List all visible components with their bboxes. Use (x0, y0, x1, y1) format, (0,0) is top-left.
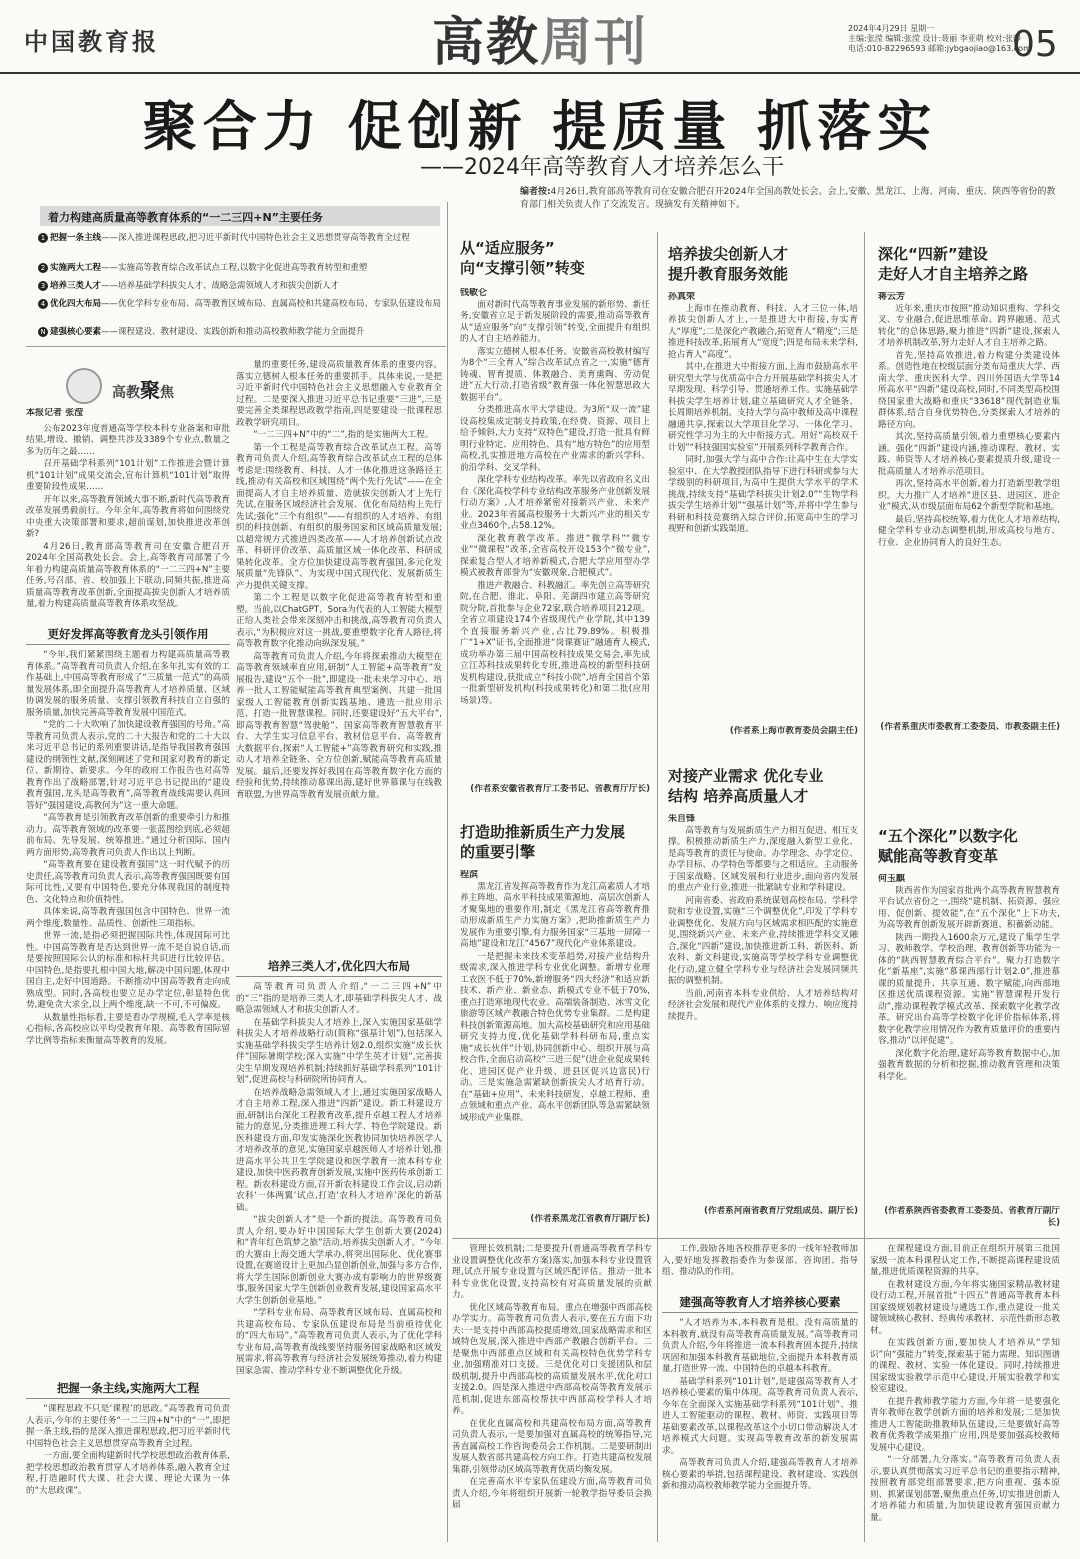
focus-logo (112, 374, 174, 403)
focus-logo-c: 焦 (160, 385, 174, 401)
paragraph: 召开基础学科系列“101计划”工作推进会暨计算机“101计划”成果交流会,宣布计算机“101计划”取得重要阶段性成果…… (26, 459, 230, 492)
section-heading: 更好发挥高等教育龙头引领作用 (26, 626, 230, 645)
key-task-item (38, 280, 448, 292)
paragraph: 高等教育司负责人介绍,建强高等教育人才培养核心要素的举措,包括课程建设、教材建设、实践创新和推动高校教师教学能力全面提升等。 (662, 1458, 858, 1491)
issue-contact: 电话:010-82296593 邮箱:jybgaojiao@163.com (848, 44, 1031, 53)
paragraph: “学科专业布局、高等教育区域布局、直属高校和共建高校布局、专家队伍建设布局是当前亟待优化的“四大布局”。”高等教育司负责人表示,为了优化学科专业布局,高等教育战线要坚持服务国家战略和区域发展需求,将高等教育与经济社会发展统筹推动,着力构建国家急需、推动学科专业不断调整优化升级。 (236, 1308, 442, 1376)
article-author: 何玉麒 (878, 874, 906, 884)
paragraph: 高等教育与发展新质生产力相互促进、相互支撑。积极推动新质生产力,深度融入新型工业化、是高等教育的责任与使命。办学理念、办学定位、办学目标、办学特色等都要与之相适应。主动服务于国家战略、区域发展和行业进步,面向省内发展的重点产业行业,推进一批紧缺专业和学科建设。 (668, 825, 858, 893)
article-title (668, 244, 858, 284)
article-signature: (作者系重庆市委教育工委委员、市教委副主任) (880, 722, 1060, 732)
article-author: 孙真荣 (668, 292, 696, 302)
paragraph: 一是把握未来技术变革趋势,对接产业结构升级需求,深入推进学科专业优化调整。新增专业理工农医不低于70%,新增服务“四大经济”和适应新技术、新产业、新业态、新模式专业不低于70%,重点打造寒地现代农业、高端装备制造、冰雪文化旅游等区域产教融合特色优势专业集群。二是构建科技创新策源高地。加大高校基础研究和应用基础研究支持力度,优化基础学科科研布局,重点实施“成长伙伴”计划,协同创新中心、组织开展与高校合作,全面启动高校“三进三促”(进企业促成果转化、进园区促产业升级、进县区促兴边富民)行动。三是实施急需紧缺创新拔尖人才培育行动。在“基础+应用”、未来科技研发、卓越工程师、重点领域和重点产业、高水平创新团队等急需紧缺领域形成产业集群。 (460, 951, 650, 1123)
paragraph: 在课程建设方面,目前正在组织开展第三批国家级一流本科课程认定工作,不断提高课程建设质量,推进优质课程资源的共享。 (870, 1244, 1060, 1277)
page-number: 05 (1012, 24, 1058, 65)
article-body (460, 288, 650, 804)
article-body (236, 360, 442, 950)
key-task-item (38, 262, 448, 274)
focus-logo-icon (66, 368, 102, 404)
sub-headline: ——2024年高等教育人才培养怎么干 (420, 155, 784, 180)
paragraph: 优化区域高等教育布局。重点在增强中西部高校办学实力。高等教育司负责人表示,要在五方面下功夫:一是支持中西部高校提质增效,国家战略需求和区域特色发展,深入推进中西部产教融合创新平台。二是聚焦中西部重点区域和有关高校特色优势学科专业,加强精准对口支援。三是优化对口支援团队和层级机制,提升中西部高校的高质量发展水平,优化对口支援2.0。四是深入推进中西部高校高等教育发展示范机制,促进东部高校帮扶中西部高校学科人才培养。 (452, 1302, 652, 1416)
article-title-line: 深化“四新”建设 (878, 245, 988, 263)
paragraph: 其次,坚持高质量引领,着力重塑核心要素内涵。强化“四新”建设内涵,推动课程、教材、实践、师资等人才培养核心要素提质升级,建设一批高质量人才培养示范项目。 (878, 432, 1060, 477)
paragraph: 4月26日,教育部高等教育司在安徽合肥召开2024年全国高教处长会。会上,高等教育司部署了今年着力构建高质量高等教育体系的“一二三四+N”主要任务,号召部、省、校加强上下联动,同频共振,推进高质量高等教育改革创新,全面提高拔尖创新人才培养质量,着力构建高质量高等教育体系攻坚战。 (26, 541, 230, 609)
article-body (870, 1244, 1060, 1544)
section-divider (452, 1238, 1060, 1239)
article-title-line: 打造助推新质生产力发展 (460, 823, 626, 841)
section-heading: 把握一条主线,实施两大工程 (26, 1380, 230, 1399)
key-task-name: 建强核心要素 (50, 327, 102, 337)
article-body (236, 982, 442, 1544)
key-task-desc: ——优化学科专业布局、高等教育区域布局、直属高校和共建高校布局、专家队伍建设布局 (101, 299, 442, 309)
column-divider (864, 232, 865, 1542)
paragraph: 量的重要任务,建设高质量教育体系的重要内容。落实立德树人根本任务的重要抓手。具体来说,一是把习近平新时代中国特色社会主义思想融入专业教育全过程。二是要深入推进习近平总书记重要“三进”,三是要完善全类课程思政教学指南,四是要建设一批课程思政教学研究项目。 (236, 360, 442, 428)
paragraph: 在优化直属高校和共建高校布局方面,高等教育司负责人表示,一是要加强对直属高校的统筹指导,完善直属高校工作咨询委员会工作机制。二是要研制出发展人数省部共建高校方向工作。打造共建高校发展集群,引领带动区域高等教育优质均衡发展。 (452, 1418, 652, 1475)
paragraph: 在教材建设方面,今年将实施国家精品教材建设行动工程,开展首批“十四五”普通高等教育本科国家级规划教材建设与遴选工作,重点建设一批关键领域核心教材、经典传承教材、示范性新形态教材。 (870, 1279, 1060, 1336)
paragraph: 在完善高水平专家队伍建设方面,高等教育司负责人介绍,今年将组织开展新一轮教学指导委员会换届 (452, 1477, 652, 1510)
paragraph: 从数量性指标看,主要是看办学规模,毛入学率是核心指标,各高校应以平均受教育年限、高等教育国际留学比例等指标来衡量高等教育的发展。 (26, 1012, 230, 1046)
article-author: 程滨 (460, 870, 479, 880)
key-task-name: 实施两大工程 (50, 263, 102, 273)
article-body (452, 1244, 652, 1544)
paragraph: “高等教育要在建设教育强国”这一时代赋予的历史责任,高等教育司负责人表示,高等教育强国既要有国际可比性,又要有中国特色,要充分体现我国的制度特色、文化特点和价值特性。 (26, 860, 230, 905)
article-signature-block (460, 1214, 650, 1234)
article-title (460, 238, 650, 278)
paragraph: 在基础学科拔尖人才培养上,深入实施国家基础学科拔尖人才培养战略行动(简称“强基计划”),包括深入实施基础学科拔尖学生培养计划2.0,组织实施“成长伙伴”国际暑期学校;深入实施“中学生英才计划”,完善拔尖生早期发现培养机制;持续抓好基础学科系列“101计划”,促进高校与科研院所协同育人。 (236, 1017, 442, 1085)
paragraph: 分类推进高水平大学建设。为3所“双一流”建设高校集成定制支持政策,在经费、资源、项目上给予倾斜,大力支持“双特色”建设,打造一批具有鲜明行业特定、应用特色、具有“地方特色”的应用型高校,扎实推进地方高校在产业需求的新兴学科、前沿学科、交叉学科。 (460, 405, 650, 473)
section-title-accent: 周刊 (540, 13, 649, 73)
key-task-number: 1 (38, 233, 48, 243)
article-author: 钱敏仑 (460, 288, 488, 298)
editor-note (520, 186, 1060, 212)
article-signature: (作者系陕西省委教育工委委员、省教育厅副厅长) (884, 1206, 1060, 1228)
paragraph: 陕西省作为国家首批两个高等教育智慧教育平台试点省份之一,围绕“建机制、拓资源、强应用、促创新、提效能”,在“五个深化”上下功夫,为高等教育创新发展开辟新赛道、积蓄新动能。 (878, 885, 1060, 930)
paragraph: “今年,我们紧紧围绕主题着力构建高质量高等教育体系。”高等教育司负责人介绍,在多年扎实有效的工作基础上,中国高等教育形成了“三质量一范式”的高质量发展体系,即全面提升高等教育人才培养质量、区域协调发展的服务质量、支撑引领教育科技自立自强的服务质量,加快完善高等教育发展中国范式。 (26, 650, 230, 718)
paragraph: 最后,坚持高校统筹,着力优化人才培养结构,健全学科专业动态调整机制,形成高校与地方、行业、企业协同育人的良好生态。 (878, 514, 1060, 548)
article-title (878, 826, 1060, 866)
article-signature-block (878, 722, 1060, 750)
key-task-name: 优化四大布局 (50, 299, 102, 309)
section-heading: 培养三类人才,优化四大布局 (236, 958, 442, 977)
paragraph: “一分部署,九分落实。”高等教育司负责人表示,要认真贯彻落实习近平总书记的重要指示精神,按照教育部党组部署要求,把方向重视、强本原则、抓紧谋划部署,聚焦重点任务,切实推进创新人才培养能力和质量,为加快建设教育强国贡献力量。 (870, 1455, 1060, 1523)
paragraph: 世界一流,是指必须把握国际共性,体现国际可比性。中国高等教育是否达到世界一流不是自说自话,而是要按照国际公认的标准和标杆共识进行比较评估。中国特色,是指要扎根中国大地,解决中国问题,体现中国自主,走好中国道路。不断推动中国高等教育走向成熟成型。同时,各高校也要立足办学定位,彰显特色优势,避免贪大求全,以上两个维度,缺一不可,不可偏废。 (26, 931, 230, 1010)
paragraph: 在实践创新方面,要加快人才培养从“学知识”向“强能力”转变,探索基于能力需理、知识图谱的课程、教材、实验一体化建设。同时,持续推进国家级实验教学示范中心建设,开展实验教学和实验室建设。 (870, 1338, 1060, 1394)
article-title-line: 从“适应服务” (460, 239, 555, 257)
key-task-name: 把握一条主线 (50, 233, 102, 243)
article-signature: (作者系上海市教育委员会副主任) (729, 726, 858, 736)
paragraph: 在培养战略急需领域人才上,通过实施国家战略人才自主培养工程,深入推进“四新”建设。新工科建设方面,研制出台深化工程教育改革,提升卓越工程人才培养能力的意见,分类推进理工科大学、特色学院建设。新医科建设方面,印发实施深化医教协同加快培养医学人才培养改革的意见,实施国家卓越医师人才培养计划,推进高水平公共卫生学院建设和医学教育一流本科专业建设,加快中医药教育创新发展,实施中医药传承创新工程。新农科建设方面,召开新农科建设工作会议,启动新农科‘一体两翼’试点,打造‘农科人才培养’深化的新基础。 (236, 1087, 442, 1213)
editor-note-label: 编者按: (520, 187, 551, 197)
article-title (878, 244, 1060, 284)
focus-logo-a: 高教 (112, 385, 140, 401)
article-title-line: 走好人才自主培养之路 (878, 265, 1029, 283)
paragraph: 同时,加强大学与高中合作:让高中生在大学实验室中、在大学教授团队指导下进行科研或参与大学级别的科研项目,为高中生提供大学水平的学术挑战,持续支持“基础学科拔尖计划2.0”“生物学科拔尖学生培养计划”“强基计划”等,并将中学生参与科研和科技竞赛纳入综合评价,拓宽高中生的学习视野和创新实践渠道。 (668, 455, 858, 534)
issue-date: 2024年4月29日 星期一 (848, 24, 935, 33)
article-body (662, 1244, 858, 1292)
article-body (26, 650, 230, 1370)
column-divider (447, 202, 448, 1542)
issue-meta (848, 24, 1031, 54)
paragraph: 深化数字化治理,建好高等教育数据中心,加强教育数据的分析和挖掘,推动教育管理和决策科学化。 (878, 1048, 1060, 1082)
key-task-number: 4 (38, 299, 48, 309)
article-title-line: 向“支撑引领”转变 (460, 259, 585, 277)
paragraph: 当前,河南省本科专业供给、人才培养结构对经济社会发展和现代产业体系的支撑力、响应度持续提升。 (668, 988, 858, 1022)
article-title-line: “五个深化”以数字化 (878, 827, 1018, 845)
key-task-desc: ——培养基础学科拔尖人才、战略急需领域人才和拔尖创新人才 (101, 281, 340, 291)
newspaper-logo: 中国教育报 (24, 27, 159, 56)
paragraph: 上海市在推动教育、科技、人才三位一体,培养拔尖创新人才上,一是推进大中衔接,夯实育人“厚度”;二是深化产教融合,拓宽育人“精度”;三是推进科技改革,拓展育人“宽度”;四是布局未来学科,抢占育人“高度”。 (668, 303, 858, 360)
article-title (460, 822, 650, 862)
key-task-item (38, 232, 448, 244)
article-title (668, 766, 858, 806)
paragraph: 高等教育司负责人介绍,今年将探索推动大模型在高等教育领域率直应用,研制“人工智能+高等教育”发展报告,建设“五个一批”,即建设一批未来学习中心、培养一批人工智能赋能高等教育典型案例、共建一批国家级人工智能教育创新实践基地、遴选一批应用示范、打造一批智慧课程。同时,还要建设好“五大平台”,即高等教育智慧“驾驶舱”、国家高等教育智慧教育平台、大学生实习信息平台、教材信息平台、高等教育大数据平台,探索“人工智能+”高等教育研究和实践,推动人才培养全链条、全方位创新,赋能高等教育高质量发展。最后,还要发挥好我国在高等教育数字化方面的经验和优势,持续推动慕课出海,建好世界慕课与在线教育联盟,为世界高等教育发展贡献力量。 (236, 651, 442, 800)
issue-editors: 主编:张滢 编辑:张滢 设计:聂丽 李亚萌 校对:张静 (848, 34, 1021, 43)
paragraph: “党的二十大吹响了加快建设教育强国的号角。”高等教育司负责人表示,党的二十大报告和党的二十大以来习近平总书记的系列重要讲话,是指导我国教育强国建设的纲领性文献,深刻阐述了党和国家对教育的新定位、新期待、新要求。今年的政府工作报告也对高等教育作出了战略部署,针对习近平总书记提出的“建设教育强国,龙头是高等教育”,高等教育战线需要认真回答好“强国建设,高教何为”这一重大命题。 (26, 720, 230, 811)
paragraph: 面对新时代高等教育事业发展的新形势、新任务,安徽省立足于新发展阶段的需要,推动高等教育从“适应服务”向“支撑引领”转变,全面提升有组织的人才自主培养能力。 (460, 299, 650, 344)
key-task-number: N (38, 327, 48, 337)
article-body (878, 874, 1060, 1204)
section-divider (26, 346, 446, 347)
article-body (662, 1318, 858, 1544)
paragraph: “高等教育是引领教育改革创新的重要牵引力和推动力。高等教育领域的改革要一张蓝图绘到底,必须超前布局、先导发展、统筹推进。”通过分析国际、国内两方面形势,高等教育司负责人作出以上判断。 (26, 813, 230, 858)
article-body (460, 870, 650, 1210)
paragraph: 开年以来,高等教育领域大事不断,新时代高等教育改革发展勇毅前行。今年全年,高等教育将如何围绕党中央重大决策部署和要求,超前谋划,加快推进改革创新? (26, 494, 230, 539)
article-signature: (作者系黑龙江省教育厅副厅长) (530, 1214, 650, 1224)
paragraph: 第二个工程是以数字化促进高等教育转型和重塑。当前,以ChatGPT、Sora为代表的人工智能大模型正给人类社会带来深刻冲击和挑战,高等教育司负责人表示,“为积极应对这一挑战,要重塑数字化育人路径,将高等教育数字化推动向纵深发展。” (236, 593, 442, 649)
section-title (432, 0, 648, 75)
paragraph: 黑龙江省发挥高等教育作为龙江高素质人才培养主阵地、高水平科技成果策源地、高层次创新人才聚集地的重要作用,制定《黑龙江省高等教育推动形成新质生产力实施方案》,把助推新质生产力发展作为重要引擎,有力服务国家“三基地一屏障一高地”建设和龙江“4567”现代化产业体系建设。 (460, 881, 650, 949)
article-signature: (作者系安徽省教育厅工委书记、省教育厅厅长) (470, 784, 650, 794)
article-title-line: 提升教育服务效能 (668, 265, 789, 283)
paragraph: 首先,坚持高效推进,着力构建分类建设体系。创造性地在校级层面分类布局重庆大学、西南大学、重庆医科大学、四川外国语大学等14所高水平“四新”建设高校,同时,不同类型高校围绕国家重大战略和重庆“33618”现代制造业集群体系,结合自身优势特色,分类探索人才培养的路径方向。 (878, 350, 1060, 430)
paragraph: “人才培养为本,本科教育是根。没有高质量的本科教育,就没有高等教育高质量发展。”高等教育司负责人介绍,今年将推进一流本科教育固本提升,持续巩固和加强本科教育基础地位,全面提升本科教育质量,打造世界一流、中国特色的卓越本科教育。 (662, 1318, 858, 1374)
key-task-desc: ——实施高等教育综合改革试点工程,以数字化促进高等教育转型和重塑 (101, 263, 368, 273)
section-heading: 建强高等教育人才培养核心要素 (662, 1294, 858, 1313)
paragraph: 工作,鼓励各地各校推荐更多的一线年轻教师加入,要好地发挥教指委作为参谋部、咨询团、指导组、推动队的作用。 (662, 1244, 858, 1277)
article-signature-block (668, 1206, 858, 1234)
article-signature-block (878, 1206, 1060, 1234)
key-task-item (38, 326, 448, 338)
key-task-desc: ——深入推进课程思政,把习近平新时代中国特色社会主义思想贯穿高等教育全过程 (101, 233, 410, 243)
article-title-line: 对接产业需求 优化专业 (668, 767, 824, 785)
paragraph: 在提升教师教学能力方面,今年将一是要强化青年教师在教学创新方面的培养和发展;二是加快推进人工智能助推教师队伍建设,三是要做好高等教育优秀教学成果推广应用,四是要加强高校教师发展中心建设。 (870, 1396, 1060, 1453)
key-task-name: 培养三类人才 (50, 281, 102, 291)
paragraph: 管理长效机制;二是要提升(普通高等教育学科专业设置调整优化改革方案)落实,加强本科专业设置管理,试点开展专业设置与区域匹配评估。推动一批本科专业优化设置,支持高校有对高质量发展的贡献力。 (452, 1244, 652, 1300)
paragraph: 具体来说,高等教育强国包含中国特色、世界一流两个维度,数量性、品质性、创新性三项指标。 (26, 907, 230, 929)
article-body (26, 1404, 230, 1544)
paragraph: 推进产教融合、科教融汇。率先创立高等研究院,在合肥、淮北、阜阳、芜湖四市建立高等研究院分院,首批参与企业72家,联合培养项目212项。全省立项建设174个省级现代产业学院,其中139个直接服务新兴产业,占比79.89%。积极推广“1+X”证书,全面推进“岗课赛证”融通育人模式,成功举办第三届中国高校科技成果交易会,率先成立江苏科技成果转化专班,推进高校的新型科技研发机构建设,获批成立“科技小院”,培育全国首个第一批新型研发机构(科技成果转化)和第二批(应用场景)等。 (460, 580, 650, 706)
paragraph: 第一个工程是高等教育综合改革试点工程。高等教育司负责人介绍,高等教育综合改革试点工程的总体考虑是:围绕教育、科技、人才一体化推进这条路径主线,推动有关高校和区域围绕“两个先行先试”——在全面提高人才自主培养质量、造就拔尖创新人才上先行先试,在服务区域经济社会发展、优化布局结构上先行先试;强化“三个有组织”——有组织的人才培养、有组织的科技创新、有组织的服务国家和区域高质量发展;以超常规方式推进四类改革——人才培养创新试点改革、科研评价改革、高质量区域一体化改革、科研成果转化改革。全方位加快建设高等教育强国,多元化发展质量“先锋队”、为实现中国式现代化、发展新质生产力提供关键支撑。 (236, 442, 442, 591)
paragraph: 基础学科系列“101计划”,是建强高等教育人才培养核心要素的集中体现。高等教育司负责人表示,今年在全面深入实施基础学科系列“101计划”、推进人工智能驱动的课程、教材、师资、实践项目等基础要素改革,以课程改革这个小切口带动解决人才培养模式大问题。实现高等教育改革的新发展需求。 (662, 1376, 858, 1456)
key-task-number: 2 (38, 263, 48, 273)
key-task-item (38, 298, 448, 310)
article-author: 朱自锋 (668, 814, 696, 824)
article-body (668, 292, 858, 722)
article-title-line: 的重要引擎 (460, 843, 536, 861)
focus-logo-b: 聚 (140, 378, 160, 402)
article-body (668, 814, 858, 1202)
paragraph: 河南省委、省政府系统谋划高校布局、学科学院和专业设置,实施“三个调整优化”,印发了学科专业调整优化、发展方向与区域需求相匹配的实施意见,围绕新兴产业、未来产业,持续推进学科交叉融合,深化“四新”建设,加快推进新工科、新医科、新农科、新文科建设,实施高等学校学科专业调整优化行动,建立健全学科专业与经济社会发展同频共振的调整机制。 (668, 895, 858, 986)
article-signature: (作者系河南省教育厅党组成员、副厅长) (704, 1206, 858, 1216)
article-signature-block (668, 726, 858, 750)
paragraph: 近年来,重庆市按照“推动知识重构、学科交叉、专业融合,促进思维革命、跨界融通、范式转化”的总体思路,聚力推进“四新”建设,探索人才培养机制改革,努力走好人才自主培养之路。 (878, 303, 1060, 348)
key-task-desc: ——课程建设、教材建设、实践创新和推动高校教师教学能力全面提升 (101, 327, 365, 337)
key-tasks-title: 着力构建高质量高等教育体系的“一二三四+N”主要任务 (40, 206, 440, 226)
article-title-line: 结构 培养高质量人才 (668, 787, 809, 805)
paragraph: 深化学科专业结构改革。率先以省政府名义出台《深化高校学科专业结构改革服务产业创新发展行动方案》,人才培养紧密对接新兴产业、未来产业。2023年省属高校服务十大新兴产业的相关专业点3460个,占58.12%。 (460, 475, 650, 531)
paragraph: “拔尖创新人才”是一个新的提法。高等教育司负责人介绍,要办好中国国际大学生创新大赛(2024)和“青年红色筑梦之旅”活动,培养拔尖创新人才。“今年的大赛由上海交通大学承办,将突出国际化、优化赛事设置,在赛道设计上更加凸显创新创业,加强与多方合作,将大学生国际创新创业大赛办成有影响力的世界级赛事,服务国家大学生创新创业教育发展,建设国家高水平大学生创新创业基地。” (236, 1215, 442, 1306)
key-task-number: 3 (38, 281, 48, 291)
section-title-main: 高教 (432, 13, 541, 73)
article-signature-block (460, 784, 650, 808)
lead-article (26, 408, 230, 622)
reporter-byline: 本报记者 张滢 (26, 408, 84, 418)
main-headline: 聚合力 促创新 提质量 抓落实 (142, 95, 938, 158)
paragraph: 一方面,要全面构建新时代学校思想政治教育体系,把学校思想政治教育贯穿人才培养体系,融入教育全过程,打造融时代大课、社会大课、理论大课为一体的“大思政课”。 (26, 1451, 230, 1496)
paragraph: 高等教育司负责人介绍,“一二三四+N”中的“三”指的是培养三类人才,即基础学科拔尖人才、战略急需领域人才和拔尖创新人才。 (236, 982, 442, 1015)
paragraph: 再次,坚持高水平创新,着力打造新型教学组织。大力推广人才培养“进区县、进园区、进企业”模式,从市级层面布局62个新型学院和基地。 (878, 479, 1060, 512)
article-author: 蒋云芳 (878, 292, 906, 302)
paragraph: “课程思政不只是‘课程’的思政。”高等教育司负责人表示,今年的主要任务“一二三四+N”中的“一”,即把握一条主线,指的是深入推进课程思政,把习近平新时代中国特色社会主义思想贯穿高等教育全过程。 (26, 1404, 230, 1449)
paragraph: 公布2023年度普通高等学校本科专业备案和审批结果,增设、撤销、调整共涉及3389个专业点,数量之多为历年之最…… (26, 423, 230, 457)
article-title-line: 赋能高等教育变革 (878, 847, 999, 865)
editor-note-text: 4月26日,教育部高等教育司在安徽合肥召开2024年全国高教处长会。会上,安徽、黑龙江、上海、河南、重庆、陕西等省份的教育部门相关负责人作了交流发言。现摘发有关精神如下。 (520, 187, 1056, 210)
column-divider (657, 232, 658, 1542)
paragraph: 陕西一期投入1600余万元,建设了集学生学习、教师教学、学校治理、教育创新等功能为一体的“陕西智慧教育综合平台”。聚力打造数字化“新基座”,实施“慕课西部行计划2.0”,推进慕课的质量提升、共享互通、数字赋能,向西部地区推送优质课程资源。实施“智慧课程开发行动”,推动课程教学模式改革、探索数字化教学改革。研究出台高等学校数字化评价指标体系,将数字化教学应用情况作为教育质量评价的重要内容,推动“以评促建”。 (878, 932, 1060, 1046)
article-title-line: 培养拔尖创新人才 (668, 245, 789, 263)
paragraph: “一二三四+N”中的“二”,指的是实施两大工程。 (253, 430, 434, 440)
paragraph: 深化教育教学改革。推进“微学科”“微专业”“微课程”改革,全省高校开设153个“微专业”,探索复合型人才培养新模式,合肥大学应用型办学模式被教育部誉为“安徽现象,合肥模式”。 (460, 533, 650, 578)
paragraph: 落实立德树人根本任务。安徽省高校教材编写为8个“三全育人”综合改革试点省之一,实施“德育铸魂、智育提质、体教融合、美育熏陶、劳动促进”五大行动,打造省级“教育强一体化智慧思政大数据平台”。 (460, 346, 650, 403)
paragraph: 其中,在推进大中衔接方面,上海市鼓励高水平研究型大学与优质高中合力开展基础学科拔尖人才早期发现、科学引导、贯通培养工作。实施基础学科拔尖学生培养计划,建立基础研究人才全链条、长周期培养机制。支持大学与高中教师及高中课程融通共享,探索以大学项目化学习、一体化学习、研究性学习为主的大中衔接方式。用好“高校双千计划”“科技强国实验室”开展系列科学教育合作。 (668, 362, 858, 453)
article-body (878, 292, 1060, 720)
